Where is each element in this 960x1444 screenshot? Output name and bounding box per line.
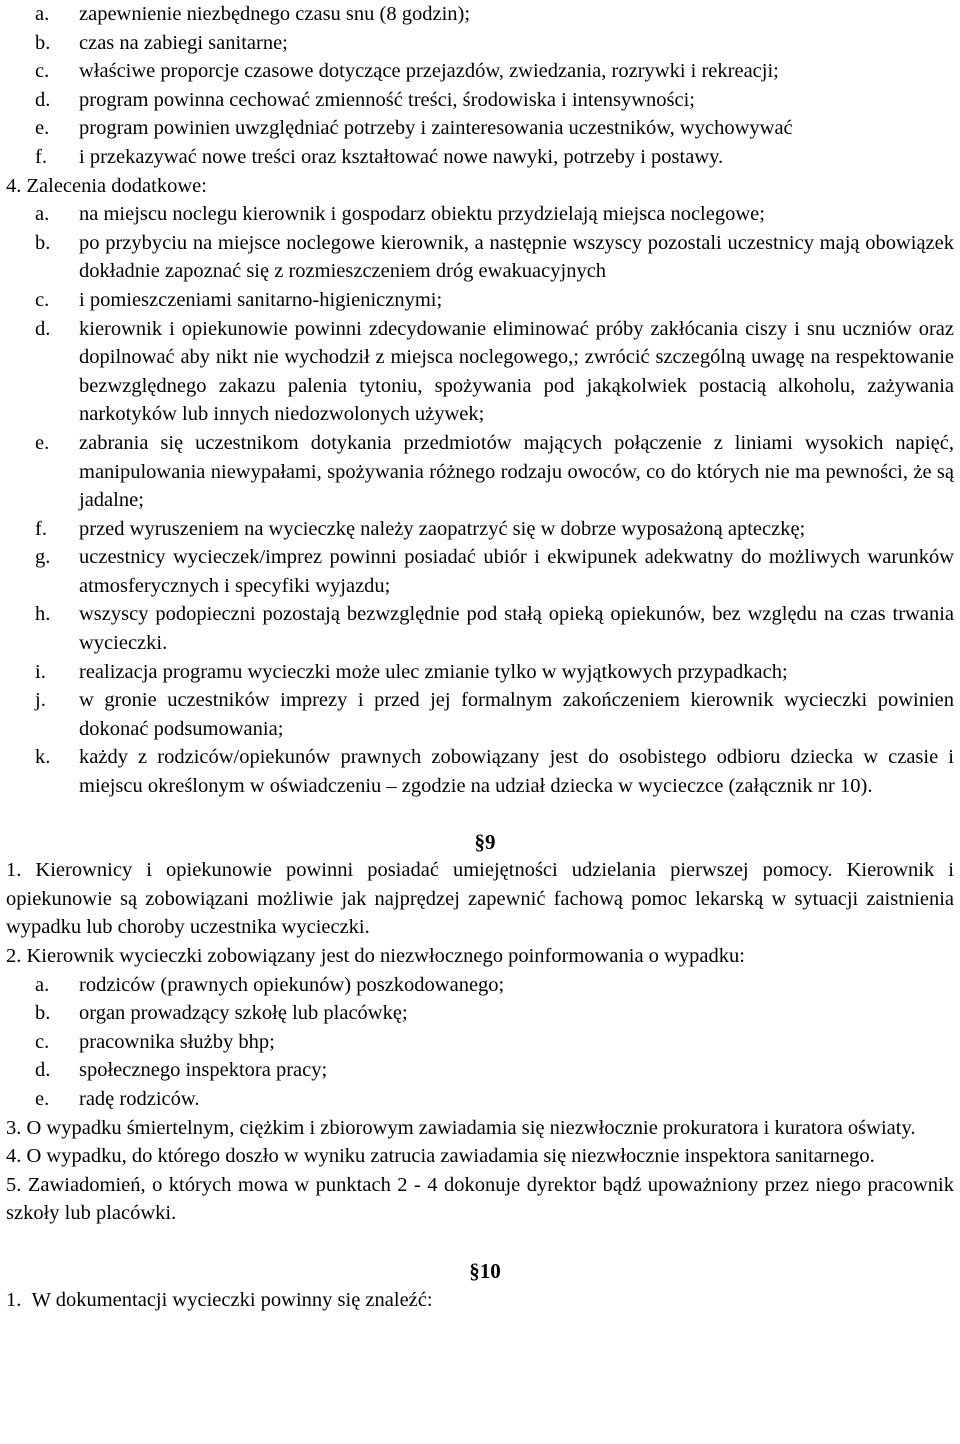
list-item-label: b. [35, 1002, 51, 1025]
list-item-label: i. [35, 660, 46, 683]
recommendations-list [6, 200, 954, 800]
list-item-label: c. [35, 60, 50, 83]
list-item-text: po przybyciu na miejsce noclegowe kierownik, a następnie wszyscy pozostali uczestnicy mają obowiązek dokładnie zapoznać się z rozmieszczeniem dróg ewakuacyjnych [79, 231, 954, 283]
list-item [6, 0, 954, 29]
list-item-text: organ prowadzący szkołę lub placówkę; [79, 1002, 408, 1025]
section-9-paragraph-1: 1. Kierownicy i opiekunowie powinni posiadać umiejętności udzielania pierwszej pomocy. Kierownik i opiekunowie są zobowiązani możliwie jak najprędzej zapewnić fachową pomoc lekarską w sytuacji zaistnienia wypadku lub choroby uczestnika wycieczki. [6, 859, 954, 939]
list-item [6, 143, 954, 172]
list-item-label: a. [35, 203, 50, 226]
list-item-text: i pomieszczeniami sanitarno-higienicznymi; [79, 288, 443, 311]
list-item [6, 29, 954, 58]
list-item [6, 743, 954, 800]
heading-number: 4. [6, 174, 22, 197]
list-item-text: społecznego inspektora pracy; [79, 1059, 328, 1082]
list-item [6, 1056, 954, 1085]
list-item-label: f. [35, 145, 47, 168]
list-item-text: realizacja programu wycieczki może ulec zmianie tylko w wyjątkowych przypadkach; [79, 660, 788, 683]
list-item [6, 114, 954, 143]
list-item-label: e. [35, 431, 50, 454]
list-item-text: uczestnicy wycieczek/imprez powinni posiadać ubiór i ekwipunek adekwatny do możliwych warunków atmosferycznych i specyfiki wyjazdu; [79, 546, 954, 597]
section-9-paragraph-4: 4. O wypadku, do którego doszło w wyniku zatrucia zawiadamia się niezwłocznie inspektora sanitarnego. [6, 1145, 875, 1168]
list-item [6, 229, 954, 286]
list-item [6, 515, 954, 544]
list-item [6, 543, 954, 600]
list-item [6, 200, 954, 229]
list-item-label: c. [35, 288, 50, 311]
list-item [6, 971, 954, 1000]
list-item-text: rodziców (prawnych opiekunów) poszkodowanego; [79, 973, 505, 996]
list-item-label: f. [35, 517, 47, 540]
section-9-paragraph-3: 3. O wypadku śmiertelnym, ciężkim i zbiorowym zawiadamia się niezwłocznie prokuratora i kuratora oświaty. [6, 1116, 916, 1139]
list-item-text: i przekazywać nowe treści oraz kształtować nowe nawyki, potrzeby i postawy. [79, 145, 724, 168]
section-9-heading [6, 828, 954, 857]
list-item-label: h. [35, 603, 51, 626]
list-item-label: a. [35, 3, 50, 25]
section-number: 9 [485, 829, 496, 854]
section-10-heading [6, 1257, 954, 1286]
list-item-label: d. [35, 1059, 51, 1082]
program-requirements-list [6, 0, 954, 172]
list-item [6, 1028, 954, 1057]
list-item [6, 86, 954, 115]
list-item-label: d. [35, 88, 51, 111]
list-item-text: zapewnienie niezbędnego czasu snu (8 godzin); [79, 3, 471, 25]
list-item-label: c. [35, 1030, 50, 1053]
list-item-text: kierownik i opiekunowie powinni zdecydowanie eliminować próby zakłócania ciszy i snu uczniów oraz dopilnować aby nikt nie wychodził z miejsca noclegowego,; zwrócić szczególną uwagę na respektowanie bezwzględnego zakazu palenia tytoniu, spożywania pod jakąkolwiek postacią alkoholu, zażywania narkotyków lub innych niedozwolonych używek; [79, 317, 954, 426]
list-item-text: na miejscu noclegu kierownik i gospodarz obiektu przydzielają miejsca noclegowe; [79, 203, 765, 226]
list-item [6, 315, 954, 429]
paragraph-text: W dokumentacji wycieczki powinny się znaleźć: [31, 1288, 433, 1311]
section-10-paragraph-1 [6, 1286, 954, 1315]
notification-list [6, 971, 954, 1114]
list-item-text: każdy z rodziców/opiekunów prawnych zobowiązany jest do osobistego odbioru dziecka w czasie i miejscu określonym w oświadczeniu – zgodzie na udział dziecka w wycieczce (załącznik nr 10). [79, 746, 954, 798]
list-item-text: czas na zabiegi sanitarne; [79, 31, 288, 54]
section-sign: § [469, 1258, 480, 1283]
list-item-label: j. [35, 689, 46, 712]
list-item-label: d. [35, 317, 51, 340]
list-item [6, 1085, 954, 1114]
list-item-label: a. [35, 973, 50, 996]
section-sign: § [474, 829, 485, 854]
section-number: 10 [479, 1258, 501, 1283]
list-item [6, 600, 954, 657]
list-item-text: wszyscy podopieczni pozostają bezwzględnie pod stałą opieką opiekunów, bez względu na czas trwania wycieczki. [79, 603, 954, 655]
list-item [6, 658, 954, 687]
list-item-text: przed wyruszeniem na wycieczkę należy zaopatrzyć się w dobrze wyposażoną apteczkę; [79, 517, 806, 540]
section-9-paragraph-5: 5. Zawiadomień, o których mowa w punktach 2 - 4 dokonuje dyrektor bądź upoważniony przez niego pracownik szkoły lub placówki. [6, 1173, 954, 1225]
list-item-label: e. [35, 117, 50, 140]
list-item-text: program powinna cechować zmienność treści, środowiska i intensywności; [79, 88, 695, 111]
list-item-text: program powinien uwzględniać potrzeby i zainteresowania uczestników, wychowywać [79, 117, 793, 140]
list-item-text: zabrania się uczestnikom dotykania przedmiotów mających połączenie z liniami wysokich napięć, manipulowania niewypałami, spożywania różnego rodzaju owoców, co do których nie ma pewności, że są jadalne; [79, 431, 954, 512]
paragraph-number: 1. [6, 1288, 22, 1311]
list-item [6, 286, 954, 315]
list-item-text: w gronie uczestników imprezy i przed jej formalnym zakończeniem kierownik wycieczki powinien dokonać podsumowania; [79, 689, 954, 740]
list-item [6, 686, 954, 743]
list-item-text: pracownika służby bhp; [79, 1030, 275, 1053]
list-item-text: właściwe proporcje czasowe dotyczące przejazdów, zwiedzania, rozrywki i rekreacji; [79, 60, 779, 83]
list-item-label: e. [35, 1087, 50, 1110]
list-item-label: b. [35, 31, 51, 54]
list-item-text: radę rodziców. [79, 1087, 200, 1110]
heading-text: Zalecenia dodatkowe: [26, 174, 207, 197]
list-item [6, 57, 954, 86]
recommendations-heading [6, 172, 954, 201]
section-9-paragraph-2: 2. Kierownik wycieczki zobowiązany jest do niezwłocznego poinformowania o wypadku: [6, 945, 745, 967]
list-item-label: g. [35, 546, 51, 569]
list-item [6, 999, 954, 1028]
list-item-label: b. [35, 231, 51, 254]
list-item-label: k. [35, 746, 51, 769]
list-item [6, 429, 954, 515]
